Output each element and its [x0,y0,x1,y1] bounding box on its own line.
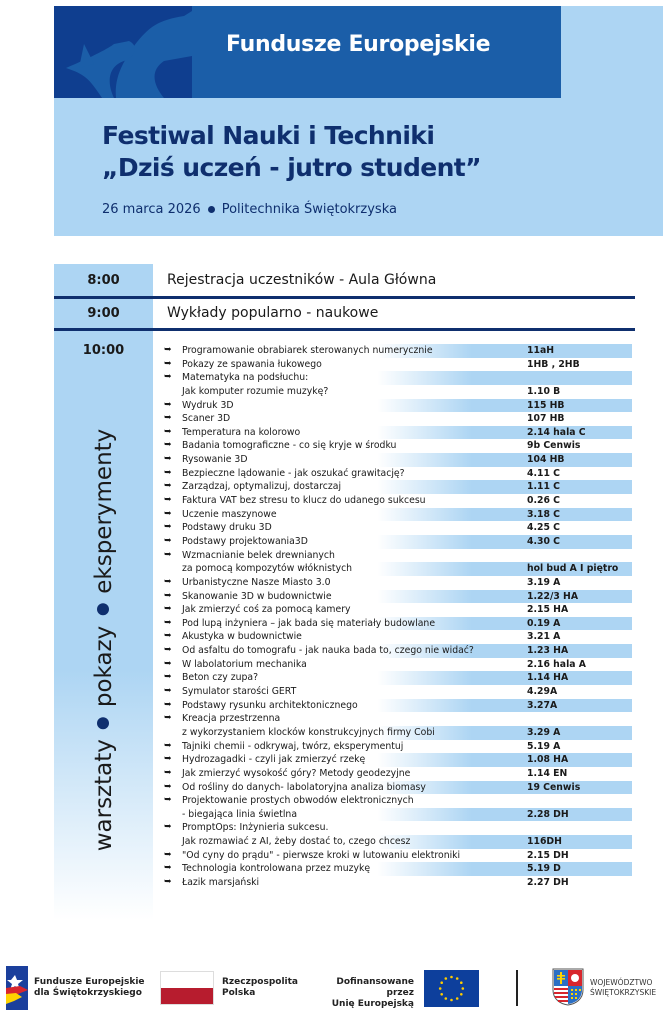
activity-room: 1.08 HA [527,754,569,766]
eu-line2: Unię Europejską [331,999,414,1009]
activity-row [160,385,632,399]
activity-row [160,426,632,440]
rp-line1: Rzeczpospolita [222,977,298,987]
activity-room: 2.28 DH [527,808,569,820]
hook-arrow-bullet-icon: ➥ [164,358,172,369]
activity-row [160,576,632,590]
activity-room: 2.14 hala C [527,426,586,438]
activity-room: 3.21 A [527,631,561,643]
activity-title: Jak zmierzyć coś za pomocą kamery [182,604,351,616]
activity-title: PromptOps: Inżynieria sukcesu. [182,822,329,834]
activity-title: Bezpieczne lądowanie - jak oszukać grawitację? [182,467,405,479]
activity-title: W labolatorium mechanika [182,658,307,670]
activity-room: 4.30 C [527,535,560,547]
coat-of-arms-icon [552,968,584,1006]
activity-row [160,549,632,563]
activity-room: 2.15 DH [527,849,569,861]
activity-title: Wzmacnianie belek drewnianych [182,549,335,561]
activity-row [160,699,632,713]
activity-row [160,630,632,644]
star-graphic [54,6,192,98]
hook-arrow-bullet-icon: ➥ [164,576,172,587]
activity-title: Pokazy ze spawania łukowego [182,358,322,370]
hook-arrow-bullet-icon: ➥ [164,672,172,683]
activity-title: z wykorzystaniem klocków konstrukcyjnych firmy Cobi [182,726,435,738]
hook-arrow-bullet-icon: ➥ [164,535,172,546]
activity-title: Od asfaltu do tomografu - jak nauka bada to, czego nie widać? [182,645,474,657]
activity-room: 4.29A [527,686,558,698]
hook-arrow-bullet-icon: ➥ [164,549,172,560]
activity-room: hol bud A I piętro [527,563,619,575]
hook-arrow-bullet-icon: ➥ [164,617,172,628]
hook-arrow-bullet-icon: ➥ [164,413,172,424]
hook-arrow-bullet-icon: ➥ [164,795,172,806]
activity-room: 4.11 C [527,467,560,479]
activity-room: 3.18 C [527,508,560,520]
woj-line1: WOJEWÓDZTWO [590,978,653,987]
event-title: Festiwal Nauki i Techniki [102,121,435,150]
activity-title: Projektowanie prostych obwodów elektronicznych [182,795,414,807]
activity-title: Skanowanie 3D w budownictwie [182,590,332,602]
header-banner [54,6,663,236]
activity-room: 0.19 A [527,617,561,629]
activity-row [160,399,632,413]
activity-room: 3.27A [527,699,558,711]
activity-title: Temperatura na kolorowo [182,426,301,438]
activity-title: Programowanie obrabiarek sterowanych numerycznie [182,345,433,356]
hook-arrow-bullet-icon: ➥ [164,604,172,615]
hook-arrow-bullet-icon: ➥ [164,467,172,478]
activity-title: Łazik marsjański [182,876,260,888]
event-date-venue [102,202,397,217]
activity-room: 1.14 EN [527,767,568,779]
hook-arrow-bullet-icon: ➥ [164,495,172,506]
hook-arrow-bullet-icon: ➥ [164,426,172,437]
activity-title: Jak komputer rozumie muzykę? [182,385,329,397]
activity-title: "Od cyny do prądu" - pierwsze kroki w lutowaniu elektroniki [182,849,461,861]
activity-title: Jak zmierzyć wysokość góry? Metody geodezyjne [182,767,411,779]
hook-arrow-bullet-icon: ➥ [164,876,172,887]
activity-list [160,344,632,890]
activity-row [160,617,632,631]
activity-row [160,467,632,481]
vertical-word: eksperymenty [91,428,117,594]
hook-arrow-bullet-icon: ➥ [164,849,172,860]
activity-room: 9b Cenwis [527,440,581,452]
activity-room: 1HB , 2HB [527,358,580,370]
bullet-dot-icon [97,717,109,729]
activity-room: 3.19 A [527,576,561,588]
activity-row [160,644,632,658]
activity-title: Uczenie maszynowe [182,508,277,520]
activity-row [160,876,632,890]
activity-title: Rysowanie 3D [182,454,248,466]
hook-arrow-bullet-icon: ➥ [164,372,172,383]
hook-arrow-bullet-icon: ➥ [164,481,172,492]
hook-arrow-bullet-icon: ➥ [164,454,172,465]
logo-rzeczpospolita [160,963,310,1013]
activity-row [160,535,632,549]
eu-line1: Dofinansowane przez [336,977,414,998]
activity-room: 1.10 B [527,385,561,397]
activity-row [160,794,632,808]
event-date: 26 marca 2026 [102,202,201,217]
activity-row [160,781,632,795]
hook-arrow-bullet-icon: ➥ [164,399,172,410]
hook-arrow-bullet-icon: ➥ [164,440,172,451]
event-subtitle: „Dziś uczeń - jutro student” [102,153,481,182]
activity-row [160,767,632,781]
hook-arrow-bullet-icon: ➥ [164,590,172,601]
activity-row [160,658,632,672]
activity-title: Podstawy druku 3D [182,522,272,534]
woj-line2: ŚWIĘTOKRZYSKIE [590,988,657,997]
footer-divider [516,970,518,1006]
brand-box [54,6,561,98]
activity-room: 0.26 C [527,495,560,507]
activity-room: 19 Cenwis [527,781,581,793]
activity-row [160,480,632,494]
activity-row [160,439,632,453]
hook-arrow-bullet-icon: ➥ [164,686,172,697]
hook-arrow-bullet-icon: ➥ [164,822,172,833]
fe-line1: Fundusze Europejskie [34,977,145,987]
activity-row [160,562,632,576]
hook-arrow-bullet-icon: ➥ [164,754,172,765]
activity-room: 1.14 HA [527,672,569,684]
schedule-row-lectures [54,299,635,329]
activity-row [160,849,632,863]
schedule-time: 9:00 [87,306,120,321]
eu-flag-icon [424,970,479,1007]
activity-title: Akustyka w budownictwie [182,631,302,643]
hook-arrow-bullet-icon: ➥ [164,740,172,751]
activity-title: Kreacja przestrzenna [182,713,281,725]
activity-room: 115 HB [527,399,565,411]
activity-row [160,753,632,767]
activity-title: Symulator starości GERT [182,686,297,698]
activity-room: 1.11 C [527,481,560,493]
activity-room: 2.15 HA [527,604,569,616]
bullet-dot-icon [208,206,215,213]
activity-title: Urbanistyczne Nasze Miasto 3.0 [182,576,331,588]
activity-room: 107 HB [527,413,565,425]
vertical-word: warsztaty [91,739,117,852]
activity-room: 3.29 A [527,726,561,738]
activity-row [160,453,632,467]
hook-arrow-bullet-icon: ➥ [164,522,172,533]
hook-arrow-bullet-icon: ➥ [164,508,172,519]
activity-title: Hydrozagadki - czyli jak zmierzyć rzekę [182,754,366,766]
activity-title: Wydruk 3D [182,399,234,411]
activity-title: Od rośliny do danych- labolatoryjna analiza biomasy [182,781,426,793]
polish-flag-icon [160,971,214,1005]
activity-title: Badania tomograficzne - co się kryje w środku [182,440,397,452]
activity-row [160,344,632,358]
bullet-dot-icon [97,604,109,616]
activity-title: Jak rozmawiać z AI, żeby dostać to, czego chcesz [182,836,411,848]
activity-row [160,821,632,835]
schedule-label: Wykłady popularno - naukowe [167,305,379,321]
activity-title: - biegająca linia świetlna [182,808,298,820]
activity-room: 5.19 A [527,740,561,752]
activity-title: Pod lupą inżyniera – jak bada się materiały budowlane [182,617,436,629]
activity-row [160,671,632,685]
hook-arrow-bullet-icon: ➥ [164,645,172,656]
schedule-label: Rejestracja uczestników - Aula Główna [167,272,437,288]
activity-row [160,590,632,604]
hook-arrow-bullet-icon: ➥ [164,863,172,874]
activity-row [160,835,632,849]
activity-row [160,740,632,754]
activity-title: Tajniki chemii - odkrywaj, twórz, eksperymentuj [182,740,404,752]
event-venue: Politechnika Świętokrzyska [221,202,397,217]
activity-row [160,808,632,822]
activity-row [160,712,632,726]
hook-arrow-bullet-icon: ➥ [164,631,172,642]
brand-name: Fundusze Europejskie [226,32,491,57]
hook-arrow-bullet-icon: ➥ [164,713,172,724]
activity-title: Technologia kontrolowana przez muzykę [182,863,371,875]
activity-title: Scaner 3D [182,413,231,425]
activity-row [160,508,632,522]
activity-room: 5.19 D [527,863,561,875]
schedule-time-workshops: 10:00 [82,343,125,358]
fe-logo-icon [6,966,28,1010]
activity-room: 116DH [527,836,562,848]
activity-room: 1.23 HA [527,645,569,657]
activity-row [160,412,632,426]
activity-room: 11aH [527,345,554,356]
hook-arrow-bullet-icon: ➥ [164,658,172,669]
rp-line2: Polska [222,988,256,998]
vertical-word: pokazy [91,625,117,708]
activity-room: 4.25 C [527,522,560,534]
hook-arrow-bullet-icon: ➥ [164,781,172,792]
logo-wojewodztwo [552,963,663,1013]
activity-title: Podstawy rysunku architektonicznego [182,699,358,711]
activity-title: Podstawy projektowania3D [182,535,308,547]
workshops-vertical-label [91,429,117,852]
activity-row [160,603,632,617]
activity-title: za pomocą kompozytów włóknistych [182,563,353,575]
star-icon [54,6,192,98]
activity-room: 1.22/3 HA [527,590,579,602]
activity-row [160,862,632,876]
activity-title: Beton czy zupa? [182,672,259,684]
schedule-time: 8:00 [87,273,120,288]
activity-room: 2.27 DH [527,876,569,888]
hook-arrow-bullet-icon: ➥ [164,767,172,778]
activity-row [160,685,632,699]
activity-row [160,371,632,385]
activity-room: 104 HB [527,454,565,466]
activity-row [160,494,632,508]
fe-line2: dla Świętokrzyskiego [34,988,142,998]
logo-eu [314,963,484,1013]
schedule-row-registration [54,264,635,297]
hook-arrow-bullet-icon: ➥ [164,699,172,710]
activity-title: Zarządzaj, optymalizuj, dostarczaj [182,481,342,493]
activity-title: Matematyka na podsłuchu: [182,372,309,384]
activity-row [160,358,632,372]
row-divider [54,328,635,331]
activity-row [160,521,632,535]
activity-room: 2.16 hala A [527,658,586,670]
activity-row [160,726,632,740]
activity-title: Faktura VAT bez stresu to klucz do udanego sukcesu [182,495,426,507]
logo-fe-swietokrzyskie [6,963,156,1013]
hook-arrow-bullet-icon: ➥ [164,345,172,355]
